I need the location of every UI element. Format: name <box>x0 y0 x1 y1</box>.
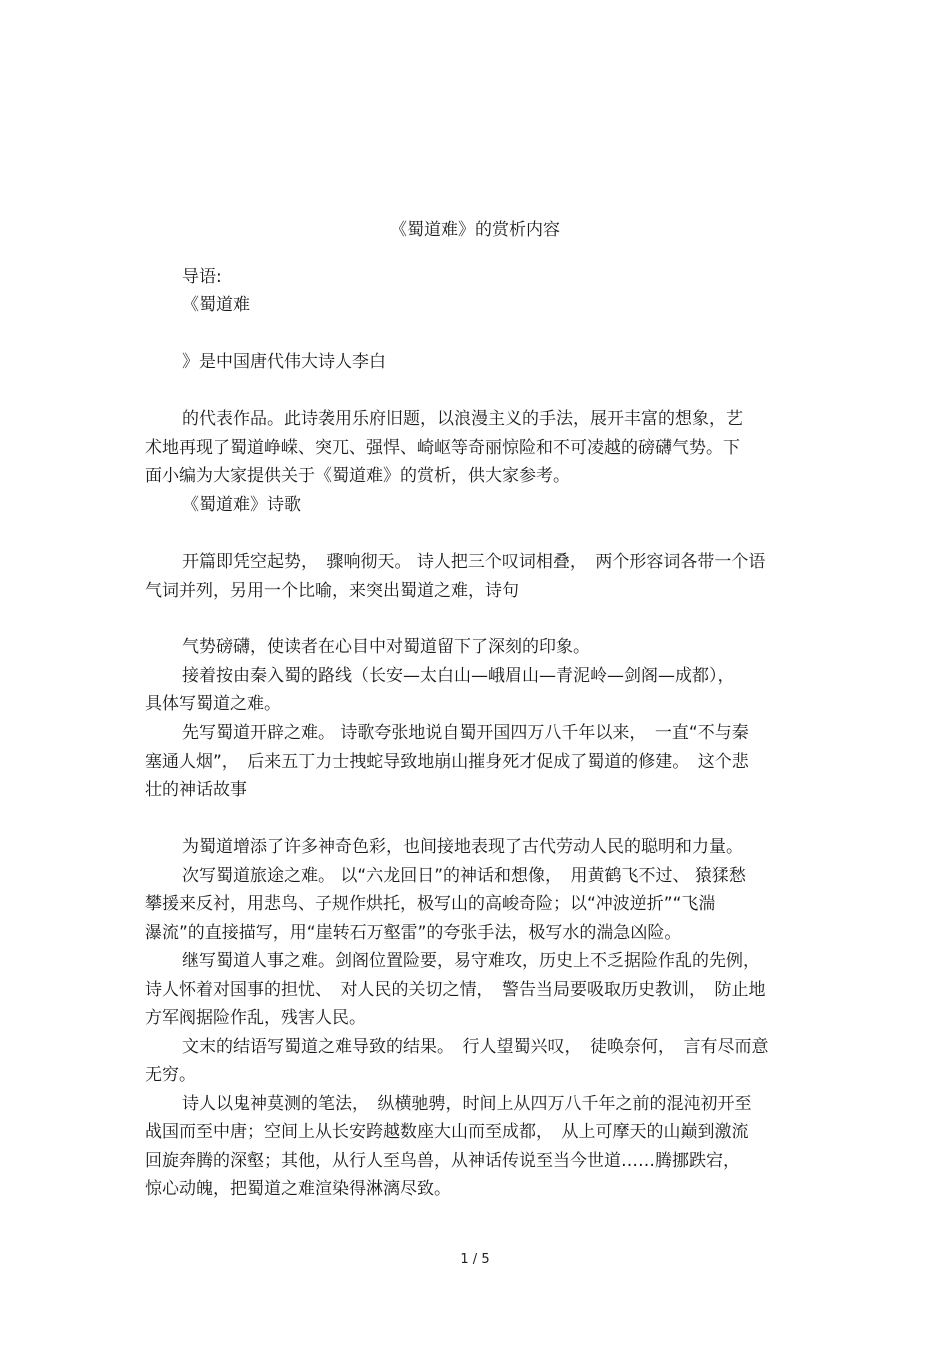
paragraph-line: 面小编为大家提供关于《蜀道难》的赏析，供大家参考。 <box>145 466 570 486</box>
intro-label: 导语: <box>182 267 222 287</box>
paragraph-line: 开篇即凭空起势， 骤响彻天。 诗人把三个叹词相叠， 两个形容词各带一个语 <box>182 552 766 572</box>
paragraph-line: 诗人怀着对国事的担忧、 对人民的关切之情， 警告当局要吸取历史教训， 防止地 <box>145 980 766 1000</box>
section-heading: 《蜀道难》诗歌 <box>182 495 301 515</box>
paragraph-line: 无穷。 <box>145 1065 196 1085</box>
paragraph-line: 《蜀道难 <box>182 295 250 315</box>
paragraph-line: 为蜀道增添了许多神奇色彩，也间接地表现了古代劳动人民的聪明和力量。 <box>182 837 743 857</box>
paragraph-line: 战国而至中唐；空间上从长安跨越数座大山而至成都， 从上可摩天的山巅到激流 <box>145 1122 749 1142</box>
paragraph-line: 次写蜀道旅途之难。 以“六龙回日”的神话和想像， 用黄鹤飞不过、 猿猱愁 <box>182 866 746 886</box>
paragraph-line: 具体写蜀道之难。 <box>145 694 281 714</box>
paragraph-line: 的代表作品。此诗袭用乐府旧题，以浪漫主义的手法，展开丰富的想象，艺 <box>182 409 743 429</box>
paragraph-line: 气势磅礴，使读者在心目中对蜀道留下了深刻的印象。 <box>182 637 590 657</box>
document-title: 《蜀道难》的赏析内容 <box>390 220 560 240</box>
paragraph-line: 攀援来反衬，用悲鸟、子规作烘托，极写山的高峻奇险；以“冲波逆折”“飞湍 <box>145 894 716 914</box>
paragraph-line: 接着按由秦入蜀的路线（长安—太白山—峨眉山—青泥岭—剑阁—成都）， <box>182 666 735 686</box>
paragraph-line: 瀑流”的直接描写，用“崖转石万壑雷”的夸张手法，极写水的湍急凶险。 <box>145 923 682 943</box>
paragraph-line: 回旋奔腾的深壑；其他，从行人至鸟兽，从神话传说至当今世道……腾挪跌宕， <box>145 1151 740 1171</box>
paragraph-line: 诗人以鬼神莫测的笔法， 纵横驰骋，时间上从四万八千年之前的混沌初开至 <box>182 1094 752 1114</box>
paragraph-line: 壮的神话故事 <box>145 780 247 800</box>
paragraph-line: 惊心动魄，把蜀道之难渲染得淋漓尽致。 <box>145 1179 451 1199</box>
paragraph-line: 塞通人烟”， 后来五丁力士拽蛇导致地崩山摧身死才促成了蜀道的修建。 这个悲 <box>145 752 749 772</box>
paragraph-line: 方军阀据险作乱，残害人民。 <box>145 1008 366 1028</box>
paragraph-line: 》是中国唐代伟大诗人李白 <box>182 352 386 372</box>
paragraph-line: 术地再现了蜀道峥嵘、突兀、强悍、崎岖等奇丽惊险和不可凌越的磅礴气势。下 <box>145 438 740 458</box>
paragraph-line: 先写蜀道开辟之难。 诗歌夸张地说自蜀开国四万八千年以来， 一直“不与秦 <box>182 723 749 743</box>
paragraph-line: 继写蜀道人事之难。剑阁位置险要，易守难攻，历史上不乏据险作乱的先例， <box>182 951 760 971</box>
paragraph-line: 气词并列，另用一个比喻，来突出蜀道之难，诗句 <box>145 581 519 601</box>
page-number: 1 / 5 <box>460 1252 490 1267</box>
paragraph-line: 文末的结语写蜀道之难导致的结果。 行人望蜀兴叹， 徒唤奈何， 言有尽而意 <box>182 1037 769 1057</box>
